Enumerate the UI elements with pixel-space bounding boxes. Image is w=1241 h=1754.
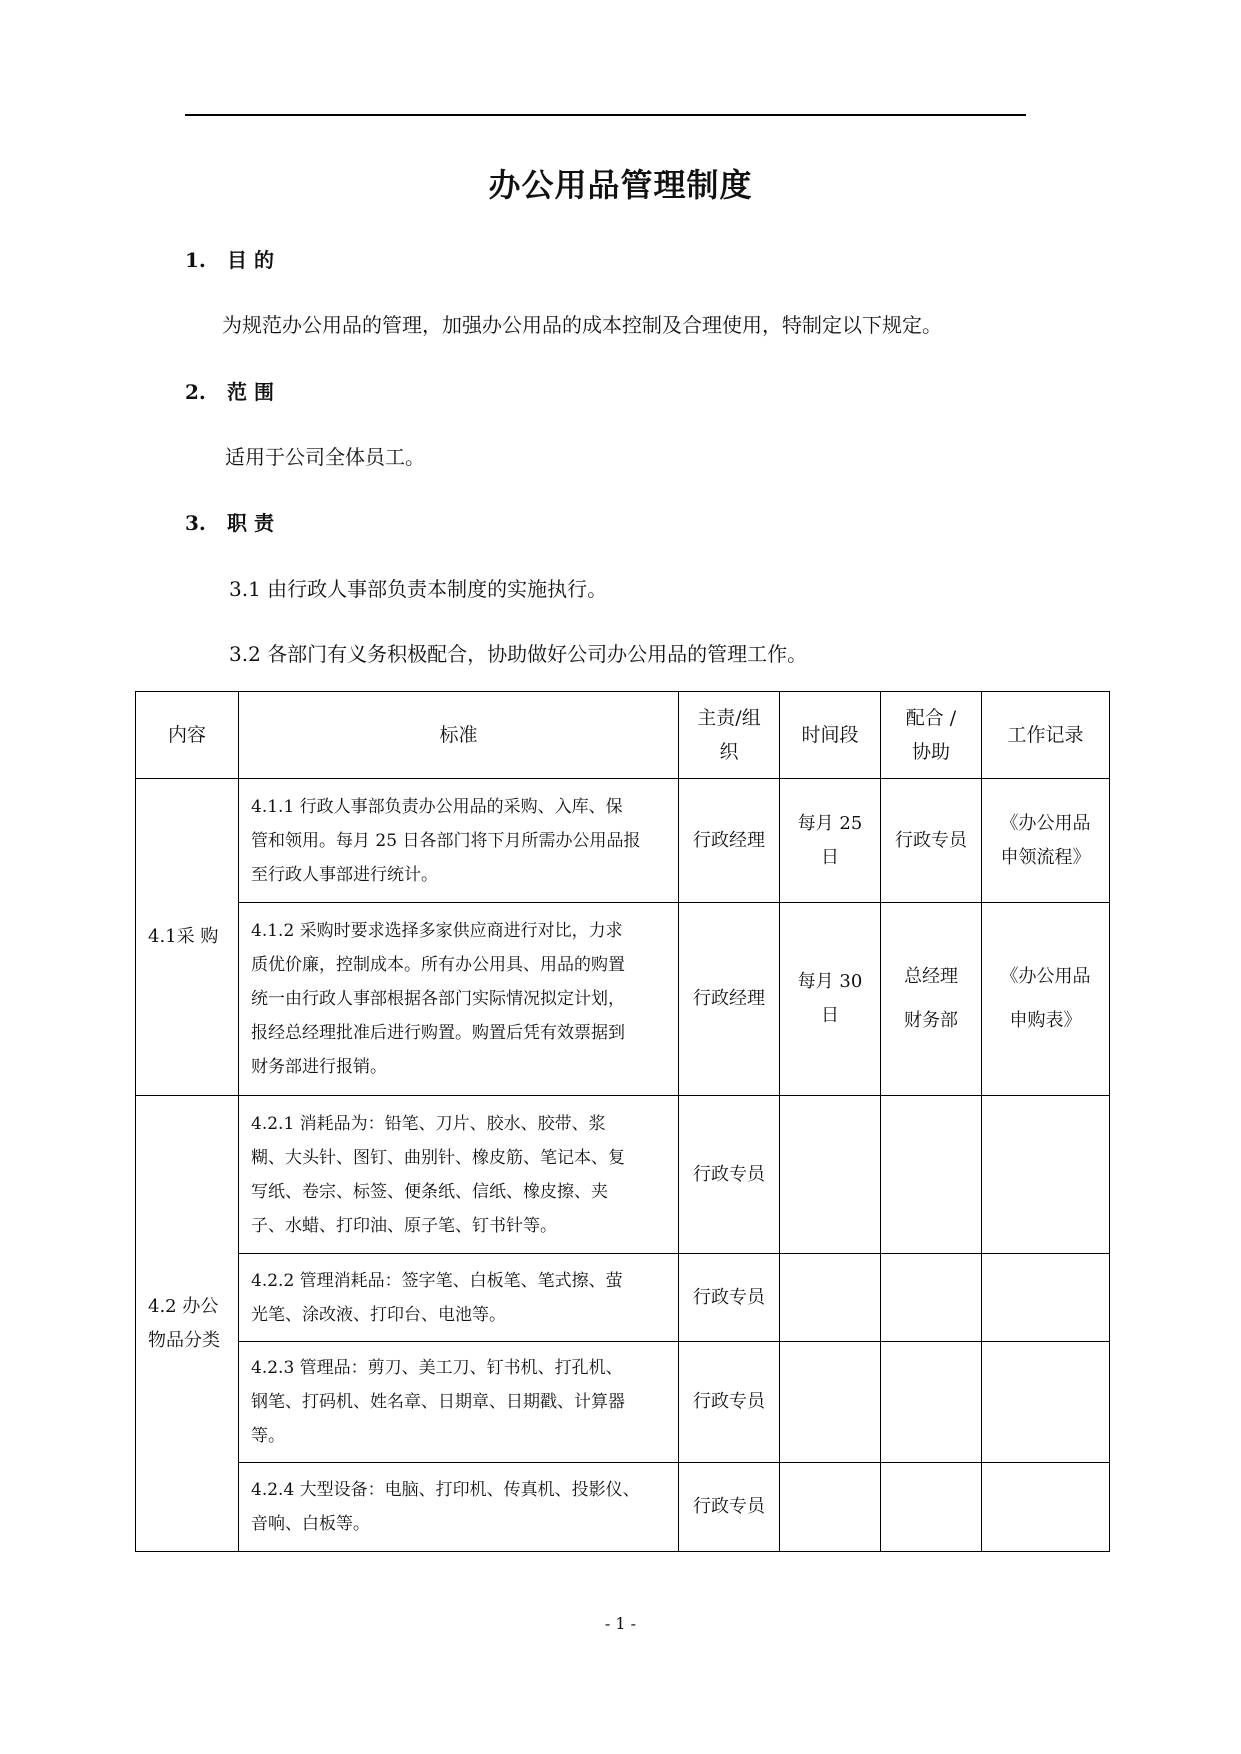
table-row bbox=[136, 1342, 1110, 1463]
category-cell-purchase: 4.1采 购 bbox=[136, 779, 239, 1096]
standard-cell: 4.1.1 行政人事部负责办公用品的采购、入库、保 管和领用。每月 25 日各部门将下月所需办公用品报 至行政人事部进行统计。 bbox=[239, 779, 679, 903]
owner-cell: 行政经理 bbox=[679, 779, 780, 903]
period-cell bbox=[780, 1254, 881, 1342]
record-cell: 《办公用品 申领流程》 bbox=[982, 779, 1110, 903]
record-cell bbox=[982, 1342, 1110, 1463]
record-cell bbox=[982, 1463, 1110, 1552]
assist-cell: 行政专员 bbox=[881, 779, 982, 903]
standard-cell: 4.2.1 消耗品为：铅笔、刀片、胶水、胶带、浆 糊、大头针、图钉、曲别针、橡皮筋、笔记本、复 写纸、卷宗、标签、便条纸、信纸、橡皮擦、夹 子、水蜡、打印油、原子笔、钉书针等。 bbox=[239, 1096, 679, 1254]
section-title: 职 责 bbox=[227, 511, 274, 535]
table-header-row bbox=[136, 692, 1110, 779]
section-number: 3. bbox=[185, 511, 206, 535]
header-content: 内容 bbox=[136, 692, 239, 779]
duty-3-2: 3.2 各部门有义务积极配合，协助做好公司办公用品的管理工作。 bbox=[229, 642, 808, 666]
period-cell: 每月 30 日 bbox=[780, 903, 881, 1096]
owner-cell: 行政专员 bbox=[679, 1254, 780, 1342]
category-cell-classification: 4.2 办公 物品分类 bbox=[136, 1096, 239, 1552]
standard-cell: 4.2.2 管理消耗品：签字笔、白板笔、笔式擦、萤 光笔、涂改液、打印台、电池等。 bbox=[239, 1254, 679, 1342]
section-title: 范 围 bbox=[227, 380, 274, 404]
section-number: 1. bbox=[185, 248, 206, 272]
section-body-purpose: 为规范办公用品的管理，加强办公用品的成本控制及合理使用，特制定以下规定。 bbox=[222, 313, 942, 337]
header-period: 时间段 bbox=[780, 692, 881, 779]
owner-cell: 行政专员 bbox=[679, 1342, 780, 1463]
assist-cell bbox=[881, 1342, 982, 1463]
section-title: 目 的 bbox=[227, 248, 274, 272]
section-heading-scope bbox=[185, 376, 274, 405]
record-cell bbox=[982, 1096, 1110, 1254]
table-row bbox=[136, 1096, 1110, 1254]
standard-cell: 4.2.4 大型设备：电脑、打印机、传真机、投影仪、 音响、白板等。 bbox=[239, 1463, 679, 1552]
standard-cell: 4.2.3 管理品：剪刀、美工刀、钉书机、打孔机、 钢笔、打码机、姓名章、日期章、日期戳、计算器 等。 bbox=[239, 1342, 679, 1463]
owner-cell: 行政专员 bbox=[679, 1096, 780, 1254]
header-assist: 配合 / 协助 bbox=[881, 692, 982, 779]
page-number: - 1 - bbox=[604, 1614, 637, 1633]
header-rule bbox=[185, 114, 1026, 116]
period-cell bbox=[780, 1096, 881, 1254]
header-standard: 标准 bbox=[239, 692, 679, 779]
owner-cell: 行政经理 bbox=[679, 903, 780, 1096]
record-cell: 《办公用品 申购表》 bbox=[982, 903, 1110, 1096]
section-number: 2. bbox=[185, 380, 206, 404]
period-cell bbox=[780, 1463, 881, 1552]
document-title: 办公用品管理制度 bbox=[488, 166, 753, 204]
owner-cell: 行政专员 bbox=[679, 1463, 780, 1552]
table-row bbox=[136, 1463, 1110, 1552]
header-record: 工作记录 bbox=[982, 692, 1110, 779]
assist-cell bbox=[881, 1096, 982, 1254]
section-body-scope: 适用于公司全体员工。 bbox=[225, 445, 425, 469]
assist-cell: 总经理 财务部 bbox=[881, 903, 982, 1096]
table-row bbox=[136, 1254, 1110, 1342]
standard-cell: 4.1.2 采购时要求选择多家供应商进行对比，力求 质优价廉，控制成本。所有办公用具、用品的购置 统一由行政人事部根据各部门实际情况拟定计划， 报经总经理批准后进行购置。购置后凭有效票据到 财务部进行报销。 bbox=[239, 903, 679, 1096]
section-heading-duties bbox=[185, 507, 274, 536]
header-owner: 主责/组 织 bbox=[679, 692, 780, 779]
assist-cell bbox=[881, 1463, 982, 1552]
period-cell bbox=[780, 1342, 881, 1463]
record-cell bbox=[982, 1254, 1110, 1342]
management-table bbox=[135, 691, 1110, 1552]
table-row bbox=[136, 903, 1110, 1096]
duty-3-1: 3.1 由行政人事部负责本制度的实施执行。 bbox=[229, 577, 608, 601]
period-cell: 每月 25 日 bbox=[780, 779, 881, 903]
assist-cell bbox=[881, 1254, 982, 1342]
table-row bbox=[136, 779, 1110, 903]
section-heading-purpose bbox=[185, 244, 274, 273]
